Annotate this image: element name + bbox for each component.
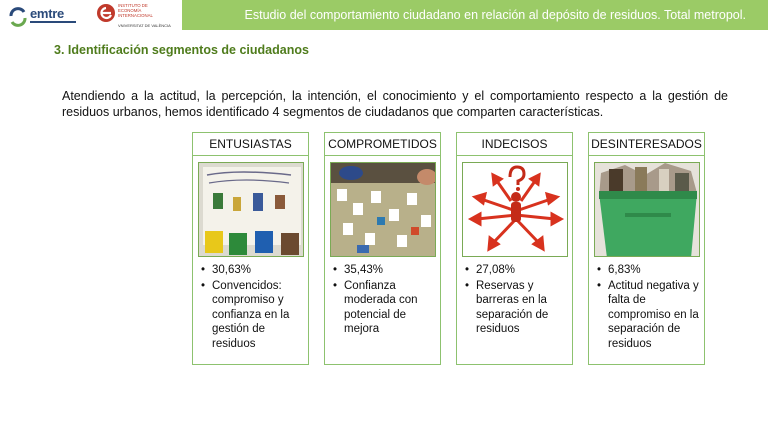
iie-logo-university: VNIVERSITAT DE VALÈNCIA <box>118 23 171 28</box>
segment-body <box>192 156 309 365</box>
segment-name: ENTUSIASTAS <box>192 132 309 156</box>
segment-card-desinteresados <box>588 132 705 365</box>
emtre-logo-subtext <box>30 20 78 23</box>
segment-name: INDECISOS <box>456 132 573 156</box>
segment-points <box>462 263 567 337</box>
segment-body <box>456 156 573 365</box>
overflowing-green-bin-photo <box>594 162 700 257</box>
segment-description: • Convencidos: compromiso y confianza en la gestión de residuos <box>198 279 303 352</box>
intro-paragraph: Atendiendo a la actitud, la percepción, la intención, el conocimiento y el comportamiento respecto a la gestión de residuos urbanos, hemos identificado 4 segmentos de ciudadanos que comparten características. <box>62 89 728 119</box>
segment-description: • Reservas y barreras en la separación de residuos <box>462 279 567 337</box>
segment-points <box>330 263 435 337</box>
segment-name: DESINTERESADOS <box>588 132 705 156</box>
segment-description: • Actitud negativa y falta de compromiso en la separación de residuos <box>594 279 699 352</box>
header-band <box>182 0 768 30</box>
header-title: Estudio del comportamiento ciudadano en relación al depósito de residuos. Total metropol. <box>244 8 746 22</box>
iie-logo <box>96 2 171 30</box>
segment-body <box>588 156 705 365</box>
sorting-cards-game-photo <box>330 162 436 257</box>
segment-card-comprometidos <box>324 132 441 365</box>
recycling-bins-poster-photo <box>198 162 304 257</box>
emtre-logo <box>8 4 80 28</box>
emtre-mark-icon <box>8 6 28 28</box>
segment-percent: • 30,63% <box>198 263 303 278</box>
segment-description: • Confianza moderada con potencial de mejora <box>330 279 435 337</box>
question-mark-arrows-icon <box>462 162 568 257</box>
segment-points <box>594 263 699 351</box>
segment-points <box>198 263 303 351</box>
emtre-logo-text: emtre <box>30 6 64 21</box>
iie-logo-name: INSTITUTO DE ECONOMÍA INTERNACIONAL <box>118 3 153 18</box>
segment-percent: • 35,43% <box>330 263 435 278</box>
segment-name: COMPROMETIDOS <box>324 132 441 156</box>
segment-body <box>324 156 441 365</box>
segment-card-entusiastas <box>192 132 309 365</box>
segment-percent: • 27,08% <box>462 263 567 278</box>
segment-percent: • 6,83% <box>594 263 699 278</box>
iie-mark-icon <box>96 2 116 24</box>
segment-card-indecisos <box>456 132 573 365</box>
section-title: 3. Identificación segmentos de ciudadanos <box>54 43 309 57</box>
